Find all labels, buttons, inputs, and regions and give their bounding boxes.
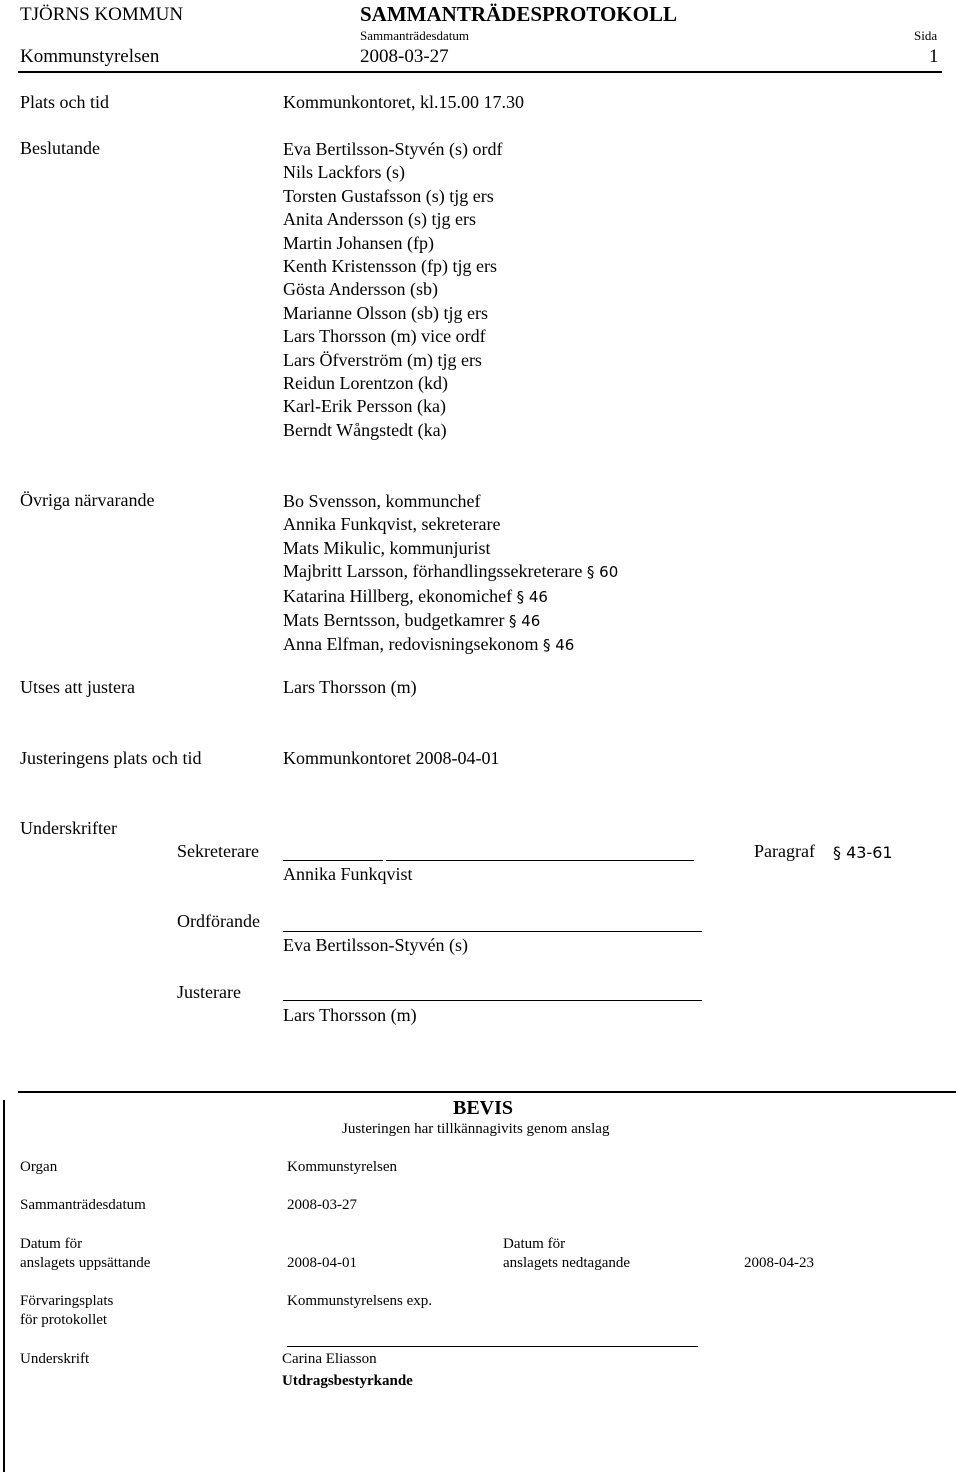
attendee-name: Mats Mikulic, kommunjurist [283, 537, 491, 558]
member: Eva Bertilsson-Styvén (s) ordf [283, 139, 503, 159]
member: Berndt Wångstedt (ka) [283, 419, 447, 440]
member: Anita Andersson (s) tjg ers [283, 209, 476, 230]
attendee-name: Majbritt Larsson, förhandlingssekreterare [283, 561, 583, 582]
secretary-label: Sekreterare [177, 841, 259, 861]
attendee-name: Bo Svensson, kommunchef [283, 491, 481, 511]
bevis-date-value: 2008-03-27 [287, 1197, 357, 1213]
paragraph-range: § 43-61 [833, 843, 893, 862]
header-rule [18, 71, 942, 73]
document-type: SAMMANTRÄDESPROTOKOLL [360, 2, 677, 26]
member: Kenth Kristensson (fp) tjg ers [283, 256, 497, 277]
adjust-place-label: Justeringens plats och tid [20, 748, 202, 768]
attendee-name: Mats Berntsson, budgetkamrer [283, 610, 505, 631]
attendee [283, 560, 618, 584]
adjust-place-value: Kommunkontoret 2008-04-01 [283, 748, 500, 768]
attendee [283, 609, 618, 633]
posted-label-line2: anslagets uppsättande [20, 1255, 151, 1271]
margin-rule [3, 1100, 5, 1472]
adjust-value: Lars Thorsson (m) [283, 677, 417, 697]
signature-line [283, 1000, 702, 1001]
member: Gösta Andersson (sb) [283, 279, 438, 300]
chair-name: Eva Bertilsson-Styvén (s) [283, 935, 468, 955]
signature-line [386, 860, 694, 861]
bevis-subtitle: Justeringen har tillkännagivits genom anslag [342, 1121, 610, 1137]
member: Reidun Lorentzon (kd) [283, 373, 448, 394]
paragraph-label: Paragraf [754, 841, 815, 861]
page-number: 1 [929, 46, 939, 67]
bevis-rule [18, 1091, 956, 1093]
organ-label: Organ [20, 1159, 58, 1175]
page-label: Sida [914, 28, 938, 43]
place-label: Plats och tid [20, 92, 109, 112]
signature-line [283, 931, 702, 932]
member: Karl-Erik Persson (ka) [283, 396, 446, 417]
organ-name: Kommunstyrelsen [20, 46, 160, 67]
others-list [283, 490, 618, 658]
organ-value: Kommunstyrelsen [287, 1159, 397, 1175]
removed-date: 2008-04-23 [744, 1255, 814, 1271]
signature-line [283, 860, 383, 861]
bevis-title: BEVIS [453, 1097, 514, 1119]
attendee-name: Anna Elfman, redovisningsekonom [283, 634, 539, 655]
attendee [283, 585, 618, 609]
member: Lars Thorsson (m) vice ordf [283, 326, 486, 347]
signatures-label: Underskrifter [20, 818, 117, 838]
chair-label: Ordförande [177, 911, 260, 931]
bevis-date-label: Sammanträdesdatum [20, 1197, 146, 1213]
paragraph-ref: § 46 [508, 612, 541, 631]
meeting-date: 2008-03-27 [360, 46, 449, 67]
date-label: Sammanträdesdatum [360, 28, 470, 43]
paragraph-ref: § 46 [542, 636, 575, 655]
member: Torsten Gustafsson (s) tjg ers [283, 185, 494, 206]
member: Martin Johansen (fp) [283, 232, 434, 253]
member: Marianne Olsson (sb) tjg ers [283, 302, 488, 323]
sign-label: Underskrift [20, 1351, 90, 1367]
attendee [283, 633, 618, 657]
member: Nils Lackfors (s) [283, 162, 405, 183]
posted-date: 2008-04-01 [287, 1255, 357, 1271]
attendee-name: Katarina Hillberg, ekonomichef [283, 585, 513, 606]
sign-role: Utdragsbestyrkande [282, 1373, 413, 1389]
attendee-name: Annika Funkqvist, sekreterare [283, 514, 501, 535]
paragraph-ref: § 46 [516, 587, 548, 606]
adjuster-label: Justerare [177, 982, 241, 1002]
adjust-label: Utses att justera [20, 677, 135, 697]
paragraph-ref: § 60 [586, 563, 619, 582]
others-label: Övriga närvarande [20, 490, 155, 510]
place-value: Kommunkontoret, kl.15.00 17.30 [283, 92, 524, 112]
attendee [283, 537, 618, 560]
attendee [283, 513, 618, 536]
signature-line [287, 1346, 698, 1347]
secretary-name: Annika Funkqvist [283, 864, 413, 884]
storage-value: Kommunstyrelsens exp. [287, 1293, 432, 1309]
removed-label-line1: Datum för [503, 1236, 566, 1252]
municipality-name: TJÖRNS KOMMUN [20, 4, 184, 25]
posted-label-line1: Datum för [20, 1236, 83, 1252]
attendee [283, 490, 618, 513]
storage-label-line2: för protokollet [20, 1312, 108, 1328]
storage-label-line1: Förvaringsplats [20, 1293, 114, 1309]
member: Lars Öfverström (m) tjg ers [283, 349, 482, 370]
adjuster-name: Lars Thorsson (m) [283, 1005, 417, 1025]
decision-label: Beslutande [20, 138, 100, 158]
decision-members-list [283, 138, 502, 442]
sign-name: Carina Eliasson [282, 1351, 377, 1367]
removed-label-line2: anslagets nedtagande [503, 1255, 631, 1271]
